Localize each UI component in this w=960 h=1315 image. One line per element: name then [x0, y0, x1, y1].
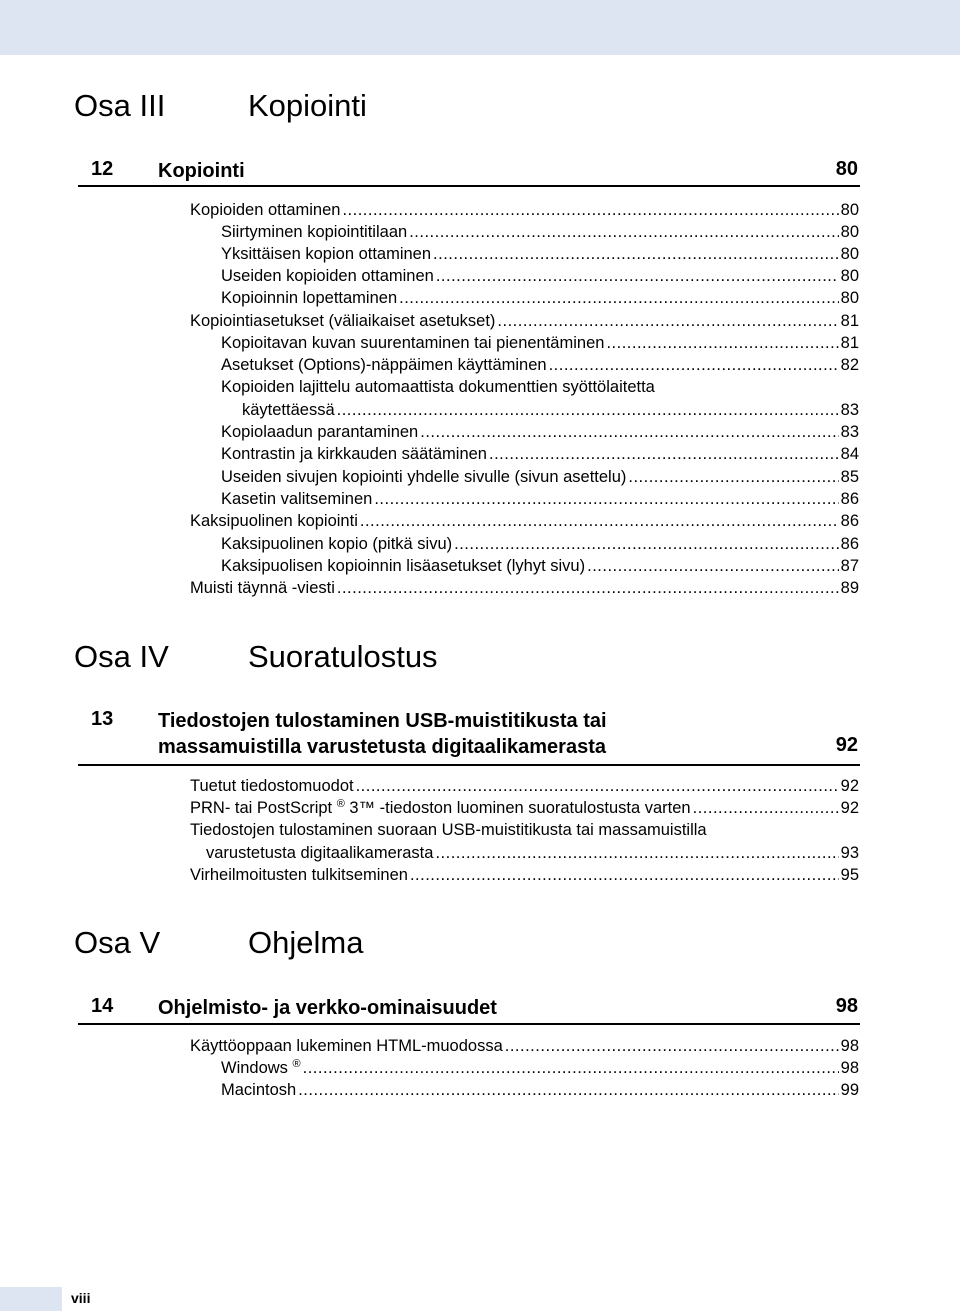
- chapter-page: 92: [835, 734, 858, 756]
- part-title: Kopiointi: [248, 88, 367, 123]
- header-band: [0, 0, 960, 55]
- toc-entry[interactable]: varustetusta digitaalikamerasta ..... 93: [206, 842, 859, 864]
- toc-entry[interactable]: Useiden sivujen kopiointi yhdelle sivulle (sivun asettelu) ..... 85: [221, 466, 859, 488]
- toc-entry[interactable]: Yksittäisen kopion ottaminen ..... 80: [221, 243, 859, 265]
- toc-entry[interactable]: Kopiointiasetukset (väliaikaiset asetukset) ..... 81: [190, 310, 859, 332]
- toc-entry[interactable]: Kaksipuolinen kopiointi ..... 86: [190, 510, 859, 532]
- chapter-number: 13: [91, 708, 114, 730]
- toc-entry[interactable]: Kaksipuolinen kopio (pitkä sivu) ..... 86: [221, 533, 859, 555]
- toc-entry[interactable]: Kasetin valitseminen ..... 86: [221, 488, 859, 510]
- toc-entry[interactable]: Asetukset (Options)-näppäimen käyttäminen ..... 82: [221, 354, 859, 376]
- part-label: Osa IV: [74, 639, 169, 674]
- toc-entry[interactable]: Muisti täynnä -viesti ..... 89: [190, 577, 859, 599]
- chapter-title-line2: massamuistilla varustetusta digitaalikamerasta: [158, 736, 606, 758]
- toc-entry-line[interactable]: Tiedostojen tulostaminen suoraan USB-muistitikusta tai massamuistilla: [190, 821, 707, 839]
- chapter-heading[interactable]: [78, 708, 860, 766]
- chapter-page: 80: [835, 158, 858, 180]
- toc-entry[interactable]: Kaksipuolisen kopioinnin lisäasetukset (lyhyt sivu) ..... 87: [221, 555, 859, 577]
- toc-entry[interactable]: PRN- tai PostScript ® 3™ -tiedoston luominen suoratulostusta varten ..... 92: [190, 797, 859, 819]
- part-label: Osa V: [74, 925, 161, 960]
- toc-entry[interactable]: Useiden kopioiden ottaminen ..... 80: [221, 265, 859, 287]
- toc-entry[interactable]: Siirtyminen kopiointitilaan ..... 80: [221, 221, 859, 243]
- chapter-title: Ohjelmisto- ja verkko-ominaisuudet: [158, 997, 497, 1019]
- toc-entry-line[interactable]: Kopioiden lajittelu automaattista dokumenttien syöttölaitetta: [221, 378, 655, 396]
- chapter-heading[interactable]: [78, 158, 860, 187]
- part-title: Ohjelma: [248, 925, 364, 960]
- toc-entry[interactable]: Kopioinnin lopettaminen ..... 80: [221, 287, 859, 309]
- toc-entry[interactable]: Kopioitavan kuvan suurentaminen tai pienentäminen ..... 81: [221, 332, 859, 354]
- chapter-page: 98: [835, 995, 858, 1017]
- toc-entry[interactable]: Virheilmoitusten tulkitseminen ..... 95: [190, 864, 859, 886]
- toc-entry[interactable]: Kopiolaadun parantaminen ..... 83: [221, 421, 859, 443]
- toc-entry[interactable]: käytettäessä ..... 83: [242, 399, 859, 421]
- toc-entry[interactable]: Kontrastin ja kirkkauden säätäminen ..... 84: [221, 443, 859, 465]
- part-title: Suoratulostus: [248, 639, 438, 674]
- toc-entry[interactable]: Macintosh ..... 99: [221, 1079, 859, 1101]
- chapter-heading[interactable]: [78, 995, 860, 1025]
- toc-entry[interactable]: Windows ® ..... 98: [221, 1057, 859, 1079]
- page-number: viii: [71, 1290, 91, 1306]
- chapter-title-line1: Tiedostojen tulostaminen USB-muistitikusta tai: [158, 710, 607, 732]
- toc-entry[interactable]: Käyttöoppaan lukeminen HTML-muodossa ..... 98: [190, 1035, 859, 1057]
- toc-entry[interactable]: Kopioiden ottaminen ..... 80: [190, 199, 859, 221]
- chapter-title: Kopiointi: [158, 160, 245, 182]
- footer-band: [0, 1287, 62, 1311]
- chapter-number: 12: [91, 158, 114, 180]
- toc-entry[interactable]: Tuetut tiedostomuodot ..... 92: [190, 775, 859, 797]
- chapter-number: 14: [91, 995, 114, 1017]
- part-label: Osa III: [74, 88, 166, 123]
